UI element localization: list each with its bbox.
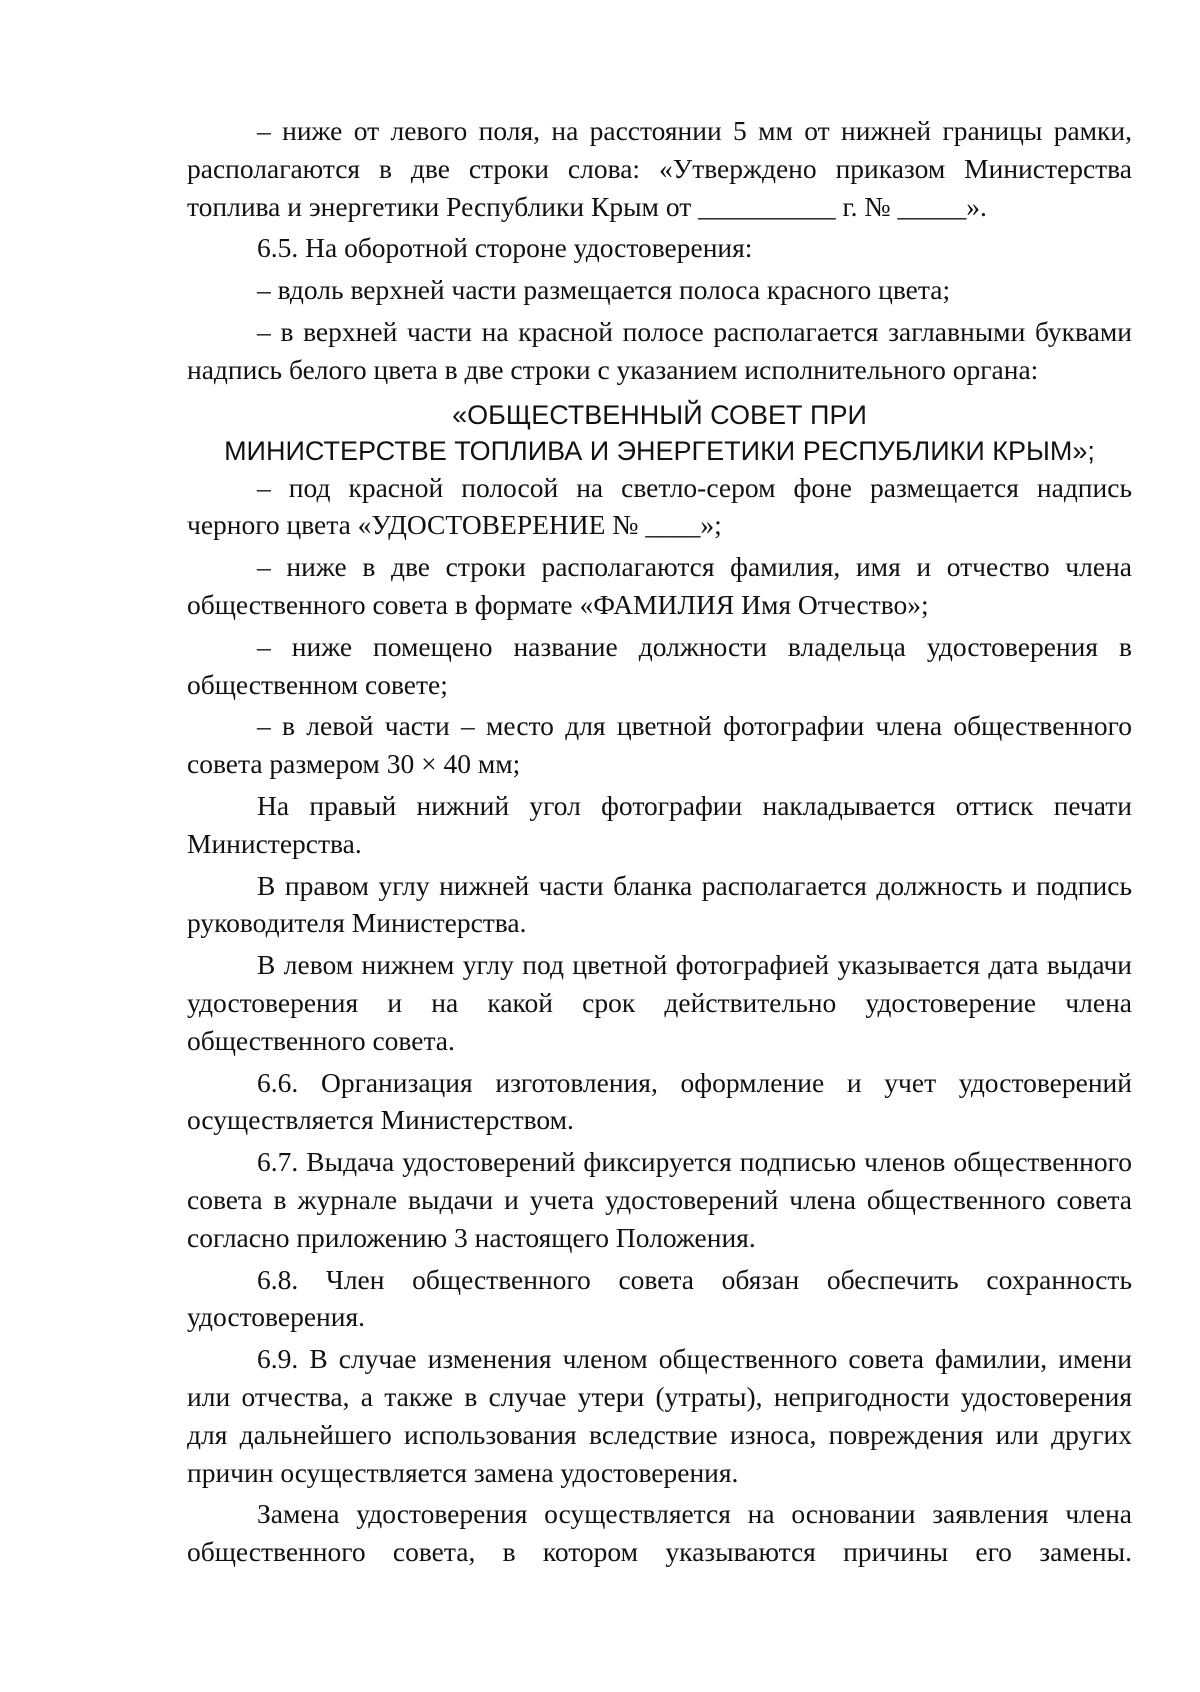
paragraph-6-5: 6.5. На оборотной стороне удостоверения: — [257, 232, 753, 264]
council-title-line-1: «ОБЩЕСТВЕННЫЙ СОВЕТ ПРИ — [452, 399, 867, 430]
paragraph-6-6: 6.6. Организация изготовления, оформление и учет удостоверений осуществляется Министерством. — [187, 1066, 1132, 1136]
council-title-line-2: МИНИСТЕРСТВЕ ТОПЛИВА И ЭНЕРГЕТИКИ РЕСПУБЛИКИ КРЫМ»; — [224, 435, 1095, 466]
paragraph-red-stripe: – вдоль верхней части размещается полоса красного цвета; — [257, 274, 951, 306]
paragraph-6-7: 6.7. Выдача удостоверений фиксируется подписью членов общественного совета в журнале выдачи и учета удостоверений члена общественного совета согласно приложению 3 настоящего Положения. — [187, 1146, 1132, 1253]
paragraph-frame-signature: – ниже от левого поля, на расстоянии 5 мм от нижней границы рамки, располагаются в две строки слова: «Утверждено приказом Министерства топлива и энергетики Республики Крым от __________ г. № _____». — [187, 115, 1132, 222]
paragraph-6-9: 6.9. В случае изменения членом общественного совета фамилии, имени или отчества, а также в случае утери (утраты), непригодности удостоверения для дальнейшего использования вследствие износа, повреждения или других причин осуществляется замена удостоверения. — [187, 1343, 1132, 1488]
paragraph-6-8: 6.8. Член общественного совета обязан обеспечить сохранность удостоверения. — [187, 1263, 1132, 1333]
paragraph-photo: – в левой части – место для цветной фотографии члена общественного совета размером 30 × 40 мм; — [187, 710, 1132, 780]
document-body — [187, 112, 1132, 1571]
paragraph-red-stripe-text: – в верхней части на красной полосе располагается заглавными буквами надпись белого цвета в две строки с указанием исполнительного органа: — [187, 315, 1132, 385]
paragraph-replacement: Замена удостоверения осуществляется на основании заявления члена общественного совета, в котором указываются причины его замены. — [187, 1498, 1132, 1568]
paragraph-stamp: На правый нижний угол фотографии накладывается оттиск печати Министерства. — [187, 789, 1132, 859]
paragraph-position: – ниже помещено название должности владельца удостоверения в общественном совете; — [187, 630, 1132, 700]
council-title-block — [187, 397, 1132, 469]
paragraph-full-name: – ниже в две строки располагаются фамилия, имя и отчество члена общественного совета в формате «ФАМИЛИЯ Имя Отчество»; — [187, 551, 1132, 620]
paragraph-signature: В правом углу нижней части бланка располагается должность и подпись руководителя Министерства. — [187, 869, 1132, 939]
paragraph-issue-date: В левом нижнем углу под цветной фотографией указывается дата выдачи удостоверения и на какой срок действительно удостоверение члена общественного совета. — [187, 949, 1132, 1056]
paragraph-certificate-number: – под красной полосой на светло-сером фоне размещается надпись черного цвета «УДОСТОВЕРЕНИЕ № ____»; — [187, 471, 1132, 541]
